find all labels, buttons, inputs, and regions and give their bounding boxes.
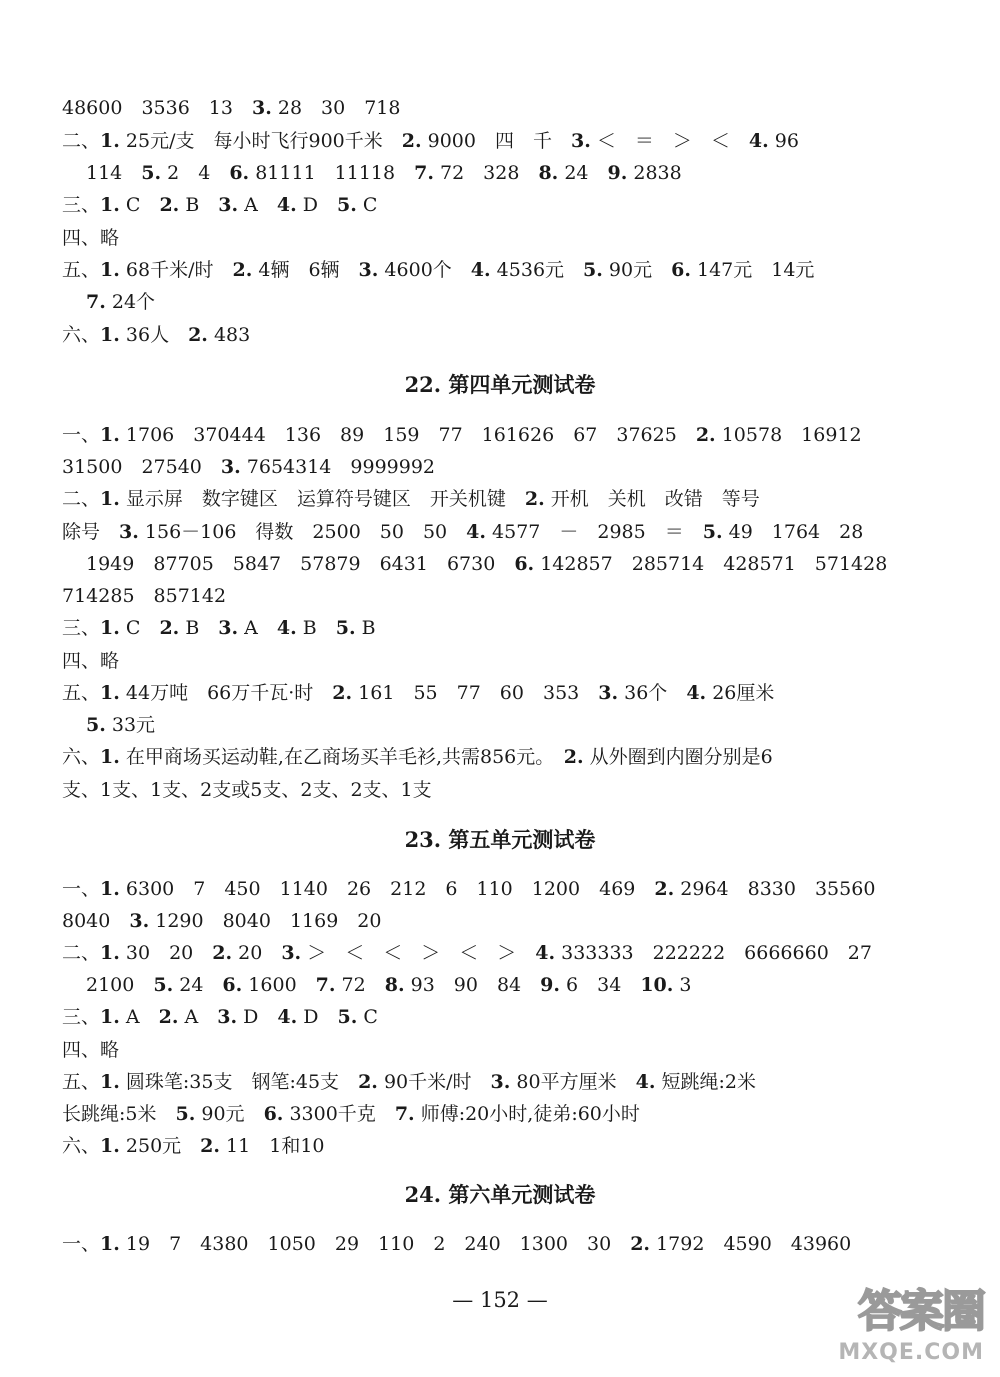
answer-line: 一、1. 6300 7 450 1140 26 212 6 110 1200 469 2. 2964 8330 35560 xyxy=(62,878,876,900)
answer-line: 四、略 xyxy=(62,227,120,249)
answer-line: 714285 857142 xyxy=(62,585,227,607)
watermark-url: MXQE.COM xyxy=(838,1340,984,1365)
answer-line: 六、1. 250元 2. 11 1和10 xyxy=(62,1135,325,1157)
answer-line: 三、1. C 2. B 3. A 4. B 5. B xyxy=(62,617,376,639)
answer-line: 5. 33元 xyxy=(86,714,156,736)
answer-line: 除号 3. 156－106 得数 2500 50 50 4. 4577 － 2985 ＝ 5. 49 1764 28 xyxy=(62,521,864,543)
page-number: — 152 — xyxy=(452,1288,548,1312)
answer-line: 四、略 xyxy=(62,650,120,672)
answer-line: 长跳绳:5米 5. 90元 6. 3300千克 7. 师傅:20小时,徒弟:60小时 xyxy=(62,1103,640,1125)
section-title-23: 23. 第五单元测试卷 xyxy=(404,827,596,852)
answer-line: 48600 3536 13 3. 28 30 718 xyxy=(62,97,401,119)
answer-line: 1949 87705 5847 57879 6431 6730 6. 142857 285714 428571 571428 xyxy=(86,553,888,575)
answer-line: 五、1. 圆珠笔:35支 钢笔:45支 2. 90千米/时 3. 80平方厘米 4. 短跳绳:2米 xyxy=(62,1071,756,1093)
answer-line: 二、1. 30 20 2. 20 3. ＞ ＜ ＜ ＞ ＜ ＞ 4. 333333 222222 6666660 27 xyxy=(62,942,872,964)
answer-line: 五、1. 68千米/时 2. 4辆 6辆 3. 4600个 4. 4536元 5. 90元 6. 147元 14元 xyxy=(62,259,815,281)
answer-line: 五、1. 44万吨 66万千瓦·时 2. 161 55 77 60 353 3. 36个 4. 26厘米 xyxy=(62,682,775,704)
answer-line: 六、1. 在甲商场买运动鞋,在乙商场买羊毛衫,共需856元。 2. 从外圈到内圈分别是6 xyxy=(62,746,773,768)
answer-line: 2100 5. 24 6. 1600 7. 72 8. 93 90 84 9. 6 34 10. 3 xyxy=(86,974,692,996)
answer-line: 7. 24个 xyxy=(86,291,156,313)
answer-line: 四、略 xyxy=(62,1039,120,1061)
answer-line: 8040 3. 1290 8040 1169 20 xyxy=(62,910,382,932)
answer-line: 支、1支、1支、2支或5支、2支、2支、1支 xyxy=(62,779,432,801)
section-title-22: 22. 第四单元测试卷 xyxy=(404,372,596,397)
answer-line: 31500 27540 3. 7654314 9999992 xyxy=(62,456,436,478)
answer-line: 六、1. 36人 2. 483 xyxy=(62,324,251,346)
answer-line: 二、1. 25元/支 每小时飞行900千米 2. 9000 四 千 3. ＜ ＝ ＞ ＜ 4. 96 xyxy=(62,130,799,152)
watermark-logo: 答案圈 xyxy=(858,1286,984,1337)
answer-line: 一、1. 19 7 4380 1050 29 110 2 240 1300 30 2. 1792 4590 43960 xyxy=(62,1233,852,1255)
section-title-24: 24. 第六单元测试卷 xyxy=(404,1182,596,1207)
answer-line: 一、1. 1706 370444 136 89 159 77 161626 67 37625 2. 10578 16912 xyxy=(62,424,862,446)
answer-line: 三、1. A 2. A 3. D 4. D 5. C xyxy=(62,1006,378,1028)
answer-line: 二、1. 显示屏 数字键区 运算符号键区 开关机键 2. 开机 关机 改错 等号 xyxy=(62,488,760,510)
watermark xyxy=(805,1275,990,1365)
answer-line: 三、1. C 2. B 3. A 4. D 5. C xyxy=(62,194,378,216)
answer-line: 114 5. 2 4 6. 81111 11118 7. 72 328 8. 24 9. 2838 xyxy=(86,162,682,184)
